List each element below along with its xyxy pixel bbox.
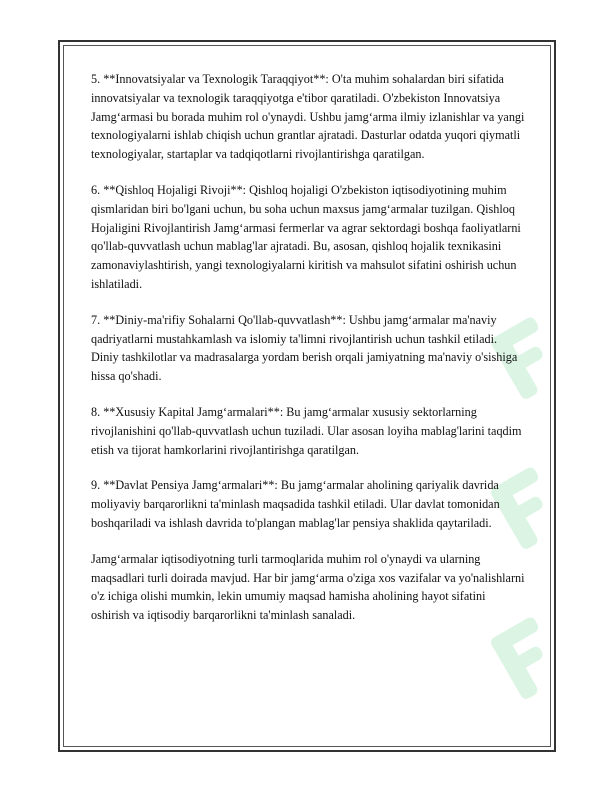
paragraph-conclusion: Jamg‘armalar iqtisodiyotning turli tarmoqlarida muhim rol o'ynaydi va ularning maqsadlari turli doirada mavjud. Har bir jamg‘arma o'ziga xos vazifalar va yo'nalishlarni o'z ichiga olishi mumkin, lekin umumiy maqsad hamisha aholining hayot sifatini oshirish va iqtisodiy barqarorlikni ta'minlash sanaladi.: [91, 551, 525, 623]
paragraph-state-pension: 9. **Davlat Pensiya Jamg‘armalari**: Bu jamg‘armalar aholining qariyalik davrida moliyaviy barqarorlikni ta'minlash maqsadida tashkil etiladi. Ular davlat tomonidan boshqariladi va ishlash davrida to'plangan mablag'lar pensiya shaklida qaytariladi.: [91, 478, 500, 530]
paragraph-innovations: 5. **Innovatsiyalar va Texnologik Taraqqiyot**: O'ta muhim sohalardan biri sifatida innovatsiyalar va texnologik taraqqiyotga e'tibor qaratiladi. O'zbekiston Innovatsiya Jamg‘armasi bu borada muhim rol o'ynaydi. Ushbu jamg‘arma ilmiy izlanishlar va yangi texnologiyalarni ishlab chiqish uchun grantlar ajratadi. Dasturlar odatda yuqori qiymatli texnologiyalar, startaplar va tadqiqotlarni rivojlantirishga qaratilgan.: [91, 72, 525, 162]
paragraph-agriculture: 6. **Qishloq Hojaligi Rivoji**: Qishloq hojaligi O'zbekiston iqtisodiyotining muhim qismlaridan biri bo'lgani uchun, bu soha uchun maxsus jamg‘armalar tuzilgan. Qishloq Hojaligini Rivojlantirish Jamg‘armasi fermerlar va agrar sektordagi boshqa faoliyatlarni qo'llab-quvvatlash uchun mablag'lar ajratadi. Bu, asosan, qishloq hojalik texnikasini zamonaviylashtirish, yangi texnologiyalarni kiritish va mahsulot sifatini oshirish uchun ishlatiladi.: [91, 182, 521, 291]
paragraph-religious-education: 7. **Diniy-ma'rifiy Sohalarni Qo'llab-quvvatlash**: Ushbu jamg‘armalar ma'naviy qadriyatlarni mustahkamlash va islomiy ta'limni rivojlantirish uchun tashkil etiladi. Diniy tashkilotlar va madrasalarga yordam berish orqali jamiyatning ma'naviy o'sishiga hissa qo'shadi.: [91, 312, 518, 384]
document-body: [91, 70, 527, 642]
paragraph-private-capital: 8. **Xususiy Kapital Jamg‘armalari**: Bu jamg‘armalar xususiy sektorlarning rivojlanishini qo'llab-quvvatlash uchun tuziladi. Ular asosan loyiha mablag'larini taqdim etish va tijorat hamkorlarini rivojlantirishga qaratilgan.: [91, 404, 522, 457]
